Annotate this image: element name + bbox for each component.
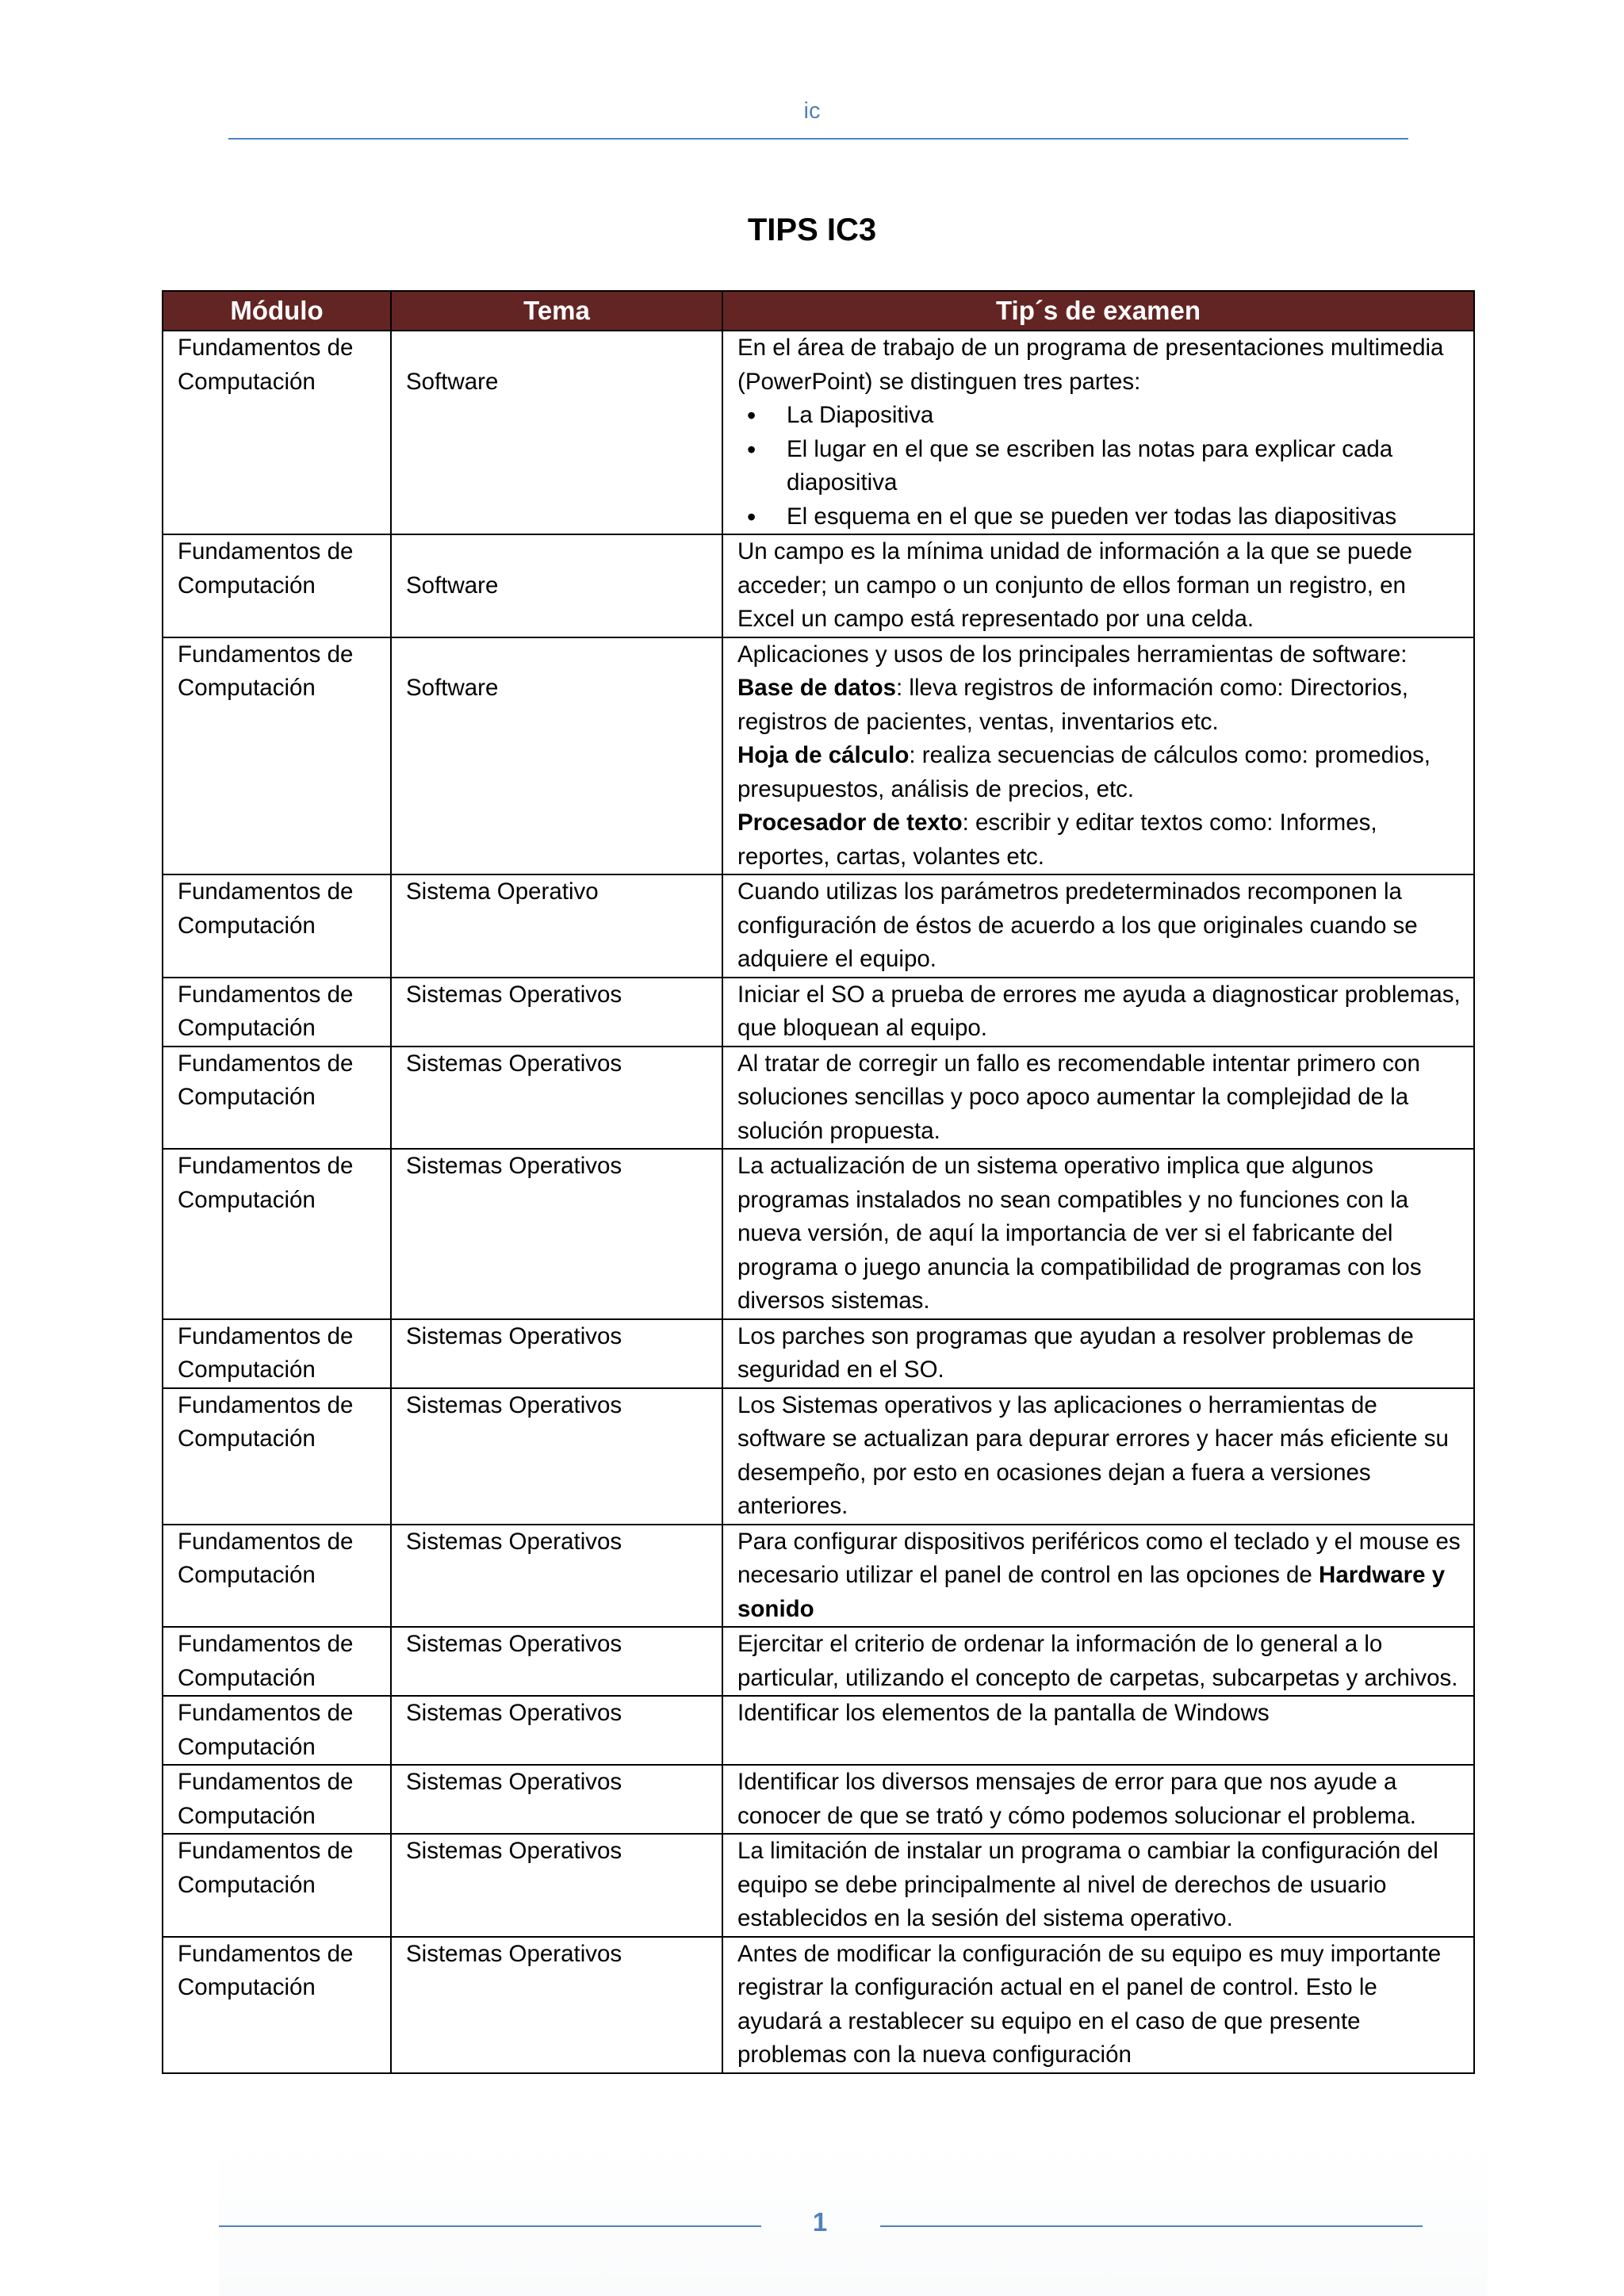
table-row [163, 978, 1474, 1047]
tema-cell: Sistemas Operativos [391, 1696, 722, 1765]
modulo-line: Computación [178, 1562, 316, 1588]
list-item: • El lugar en el que se escriben las notas para explicar cada diapositiva [787, 433, 1464, 500]
modulo-line: Computación [178, 1357, 316, 1383]
footer-divider-right [880, 2225, 1423, 2227]
table-row [163, 874, 1474, 978]
tema-text: Software [406, 572, 499, 599]
table-row [163, 1319, 1474, 1388]
table-row [163, 637, 1474, 875]
modulo-line: Fundamentos de [178, 1050, 354, 1077]
modulo-cell [163, 1149, 391, 1319]
modulo-cell [163, 1525, 391, 1628]
modulo-line: Computación [178, 1015, 316, 1041]
modulo-line: Fundamentos de [178, 1631, 354, 1657]
tema-cell [391, 534, 722, 637]
tip-definition: : escribir y editar textos como: Informes, reportes, cartas, volantes etc. [737, 809, 1377, 870]
table-row [163, 1765, 1474, 1834]
modulo-cell [163, 331, 391, 534]
table-header-row [163, 291, 1474, 331]
modulo-cell [163, 1765, 391, 1834]
modulo-line: Computación [178, 1425, 316, 1452]
modulo-line: Fundamentos de [178, 878, 354, 905]
modulo-cell [163, 637, 391, 875]
tema-cell: Sistemas Operativos [391, 1627, 722, 1696]
modulo-line: Fundamentos de [178, 1838, 354, 1864]
tip-definition: : lleva registros de información como: Directorios, registros de pacientes, ventas, inventarios etc. [737, 675, 1408, 735]
modulo-cell [163, 874, 391, 978]
tema-cell: Sistemas Operativos [391, 1765, 722, 1834]
table-row [163, 1149, 1474, 1319]
tip-cell: La actualización de un sistema operativo implica que algunos programas instalados no sean compatibles y no funciones con la nueva versión, de aquí la importancia de ver si el fabricante del programa o juego anuncia la compatibilidad de programas con los diversos sistemas. [722, 1149, 1474, 1319]
tip-cell: Un campo es la mínima unidad de información a la que se puede acceder; un campo o un conjunto de ellos forman un registro, en Excel un campo está representado por una celda. [722, 534, 1474, 637]
tip-cell [722, 637, 1474, 875]
tema-cell [391, 637, 722, 875]
tema-cell: Sistemas Operativos [391, 1388, 722, 1525]
tema-cell: Sistemas Operativos [391, 1525, 722, 1628]
tip-cell: Los parches son programas que ayudan a resolver problemas de seguridad en el SO. [722, 1319, 1474, 1388]
tip-term: Procesador de texto [737, 809, 963, 836]
tema-cell: Sistemas Operativos [391, 1937, 722, 2073]
modulo-cell [163, 978, 391, 1047]
modulo-line: Fundamentos de [178, 1528, 354, 1555]
tip-cell: Identificar los elementos de la pantalla de Windows [722, 1696, 1474, 1765]
tip-paragraph [737, 739, 1464, 806]
modulo-line: Fundamentos de [178, 1940, 354, 1967]
tip-intro: En el área de trabajo de un programa de presentaciones multimedia (PowerPoint) se distinguen tres partes: [737, 335, 1444, 395]
modulo-cell [163, 1937, 391, 2073]
list-item: • El esquema en el que se pueden ver todas las diapositivas [787, 500, 1464, 534]
tema-cell: Sistema Operativo [391, 874, 722, 978]
tip-cell: Identificar los diversos mensajes de error para que nos ayude a conocer de que se trató y cómo podemos solucionar el problema. [722, 1765, 1474, 1834]
list-item: • La Diapositiva [787, 399, 1464, 433]
document-title: TIPS IC3 [747, 212, 877, 247]
footer-divider-left [219, 2225, 761, 2227]
modulo-line: Computación [178, 912, 316, 939]
table-row [163, 1834, 1474, 1937]
tip-cell [722, 331, 1474, 534]
tema-cell: Sistemas Operativos [391, 1149, 722, 1319]
tip-cell: Antes de modificar la configuración de su equipo es muy importante registrar la configuración actual en el panel de control. Esto le ayudará a restablecer su equipo en el caso de que presente problemas con la nueva configuración [722, 1937, 1474, 2073]
tip-term: Base de datos [737, 675, 897, 701]
tip-cell: La limitación de instalar un programa o cambiar la configuración del equipo se debe principalmente al nivel de derechos de usuario establecidos en la sesión del sistema operativo. [722, 1834, 1474, 1937]
modulo-cell [163, 1834, 391, 1937]
modulo-cell [163, 1319, 391, 1388]
column-header-tips: Tip´s de examen [722, 291, 1474, 331]
column-header-modulo: Módulo [163, 291, 391, 331]
modulo-cell [163, 1627, 391, 1696]
table-row [163, 1937, 1474, 2073]
modulo-line: Computación [178, 1664, 316, 1691]
modulo-cell [163, 1047, 391, 1150]
modulo-cell [163, 1696, 391, 1765]
table-row [163, 1525, 1474, 1628]
tip-definition: : realiza secuencias de cálculos como: promedios, presupuestos, análisis de precios, etc. [737, 742, 1431, 802]
modulo-line: Computación [178, 675, 316, 701]
modulo-line: Computación [178, 1974, 316, 2000]
modulo-line: Computación [178, 368, 316, 395]
modulo-cell [163, 534, 391, 637]
tema-cell: Sistemas Operativos [391, 978, 722, 1047]
tip-cell: Los Sistemas operativos y las aplicaciones o herramientas de software se actualizan para depurar errores y hacer más eficiente su desempeño, por esto en ocasiones dejan a fuera a versiones anteriores. [722, 1388, 1474, 1525]
tema-cell: Sistemas Operativos [391, 1047, 722, 1150]
modulo-line: Fundamentos de [178, 1700, 354, 1726]
modulo-line: Fundamentos de [178, 641, 354, 668]
tip-intro: Aplicaciones y usos de los principales herramientas de software: [737, 641, 1408, 668]
modulo-line: Computación [178, 1802, 316, 1829]
modulo-line: Fundamentos de [178, 1322, 354, 1349]
table-row [163, 1696, 1474, 1765]
tema-text: Software [406, 675, 499, 701]
tip-term: Hoja de cálculo [737, 742, 910, 768]
page-number: 1 [812, 2207, 828, 2237]
tip-cell: Al tratar de corregir un fallo es recomendable intentar primero con soluciones sencillas y poco apoco aumentar la complejidad de la solución propuesta. [722, 1047, 1474, 1150]
modulo-line: Fundamentos de [178, 1391, 354, 1418]
tip-cell: Ejercitar el criterio de ordenar la información de lo general a lo particular, utilizando el concepto de carpetas, subcarpetas y archivos. [722, 1627, 1474, 1696]
modulo-line: Computación [178, 1084, 316, 1110]
tip-cell: Cuando utilizas los parámetros predeterminados recomponen la configuración de éstos de acuerdo a los que originales cuando se adquiere el equipo. [722, 874, 1474, 978]
tip-paragraph [737, 672, 1464, 739]
modulo-line: Fundamentos de [178, 1153, 354, 1179]
column-header-tema: Tema [391, 291, 722, 331]
modulo-cell [163, 1388, 391, 1525]
tip-emphasis: Hardware y sonido [737, 1562, 1446, 1622]
tip-cell: Iniciar el SO a prueba de errores me ayuda a diagnosticar problemas, que bloquean al equipo. [722, 978, 1474, 1047]
modulo-line: Computación [178, 1186, 316, 1213]
tema-cell: Sistemas Operativos [391, 1319, 722, 1388]
table-row [163, 1047, 1474, 1150]
tema-cell: Sistemas Operativos [391, 1834, 722, 1937]
tip-cell [722, 1525, 1474, 1628]
modulo-line: Computación [178, 1733, 316, 1760]
table-row [163, 534, 1474, 637]
modulo-line: Fundamentos de [178, 538, 354, 564]
tips-table [162, 290, 1475, 2074]
tema-cell [391, 331, 722, 534]
modulo-line: Fundamentos de [178, 981, 354, 1008]
table-row [163, 331, 1474, 534]
table-row [163, 1388, 1474, 1525]
header-divider [228, 138, 1408, 140]
modulo-line: Computación [178, 572, 316, 599]
page-header: ic [803, 98, 821, 124]
modulo-line: Fundamentos de [178, 335, 354, 361]
modulo-line: Fundamentos de [178, 1769, 354, 1795]
tema-text: Software [406, 368, 499, 395]
tip-text: Para configurar dispositivos periféricos como el teclado y el mouse es necesario utilizar el panel de control en las opciones de [737, 1528, 1461, 1588]
tip-bullet-list [737, 399, 1464, 534]
modulo-line: Computación [178, 1871, 316, 1898]
tip-paragraph [737, 806, 1464, 874]
table-row [163, 1627, 1474, 1696]
